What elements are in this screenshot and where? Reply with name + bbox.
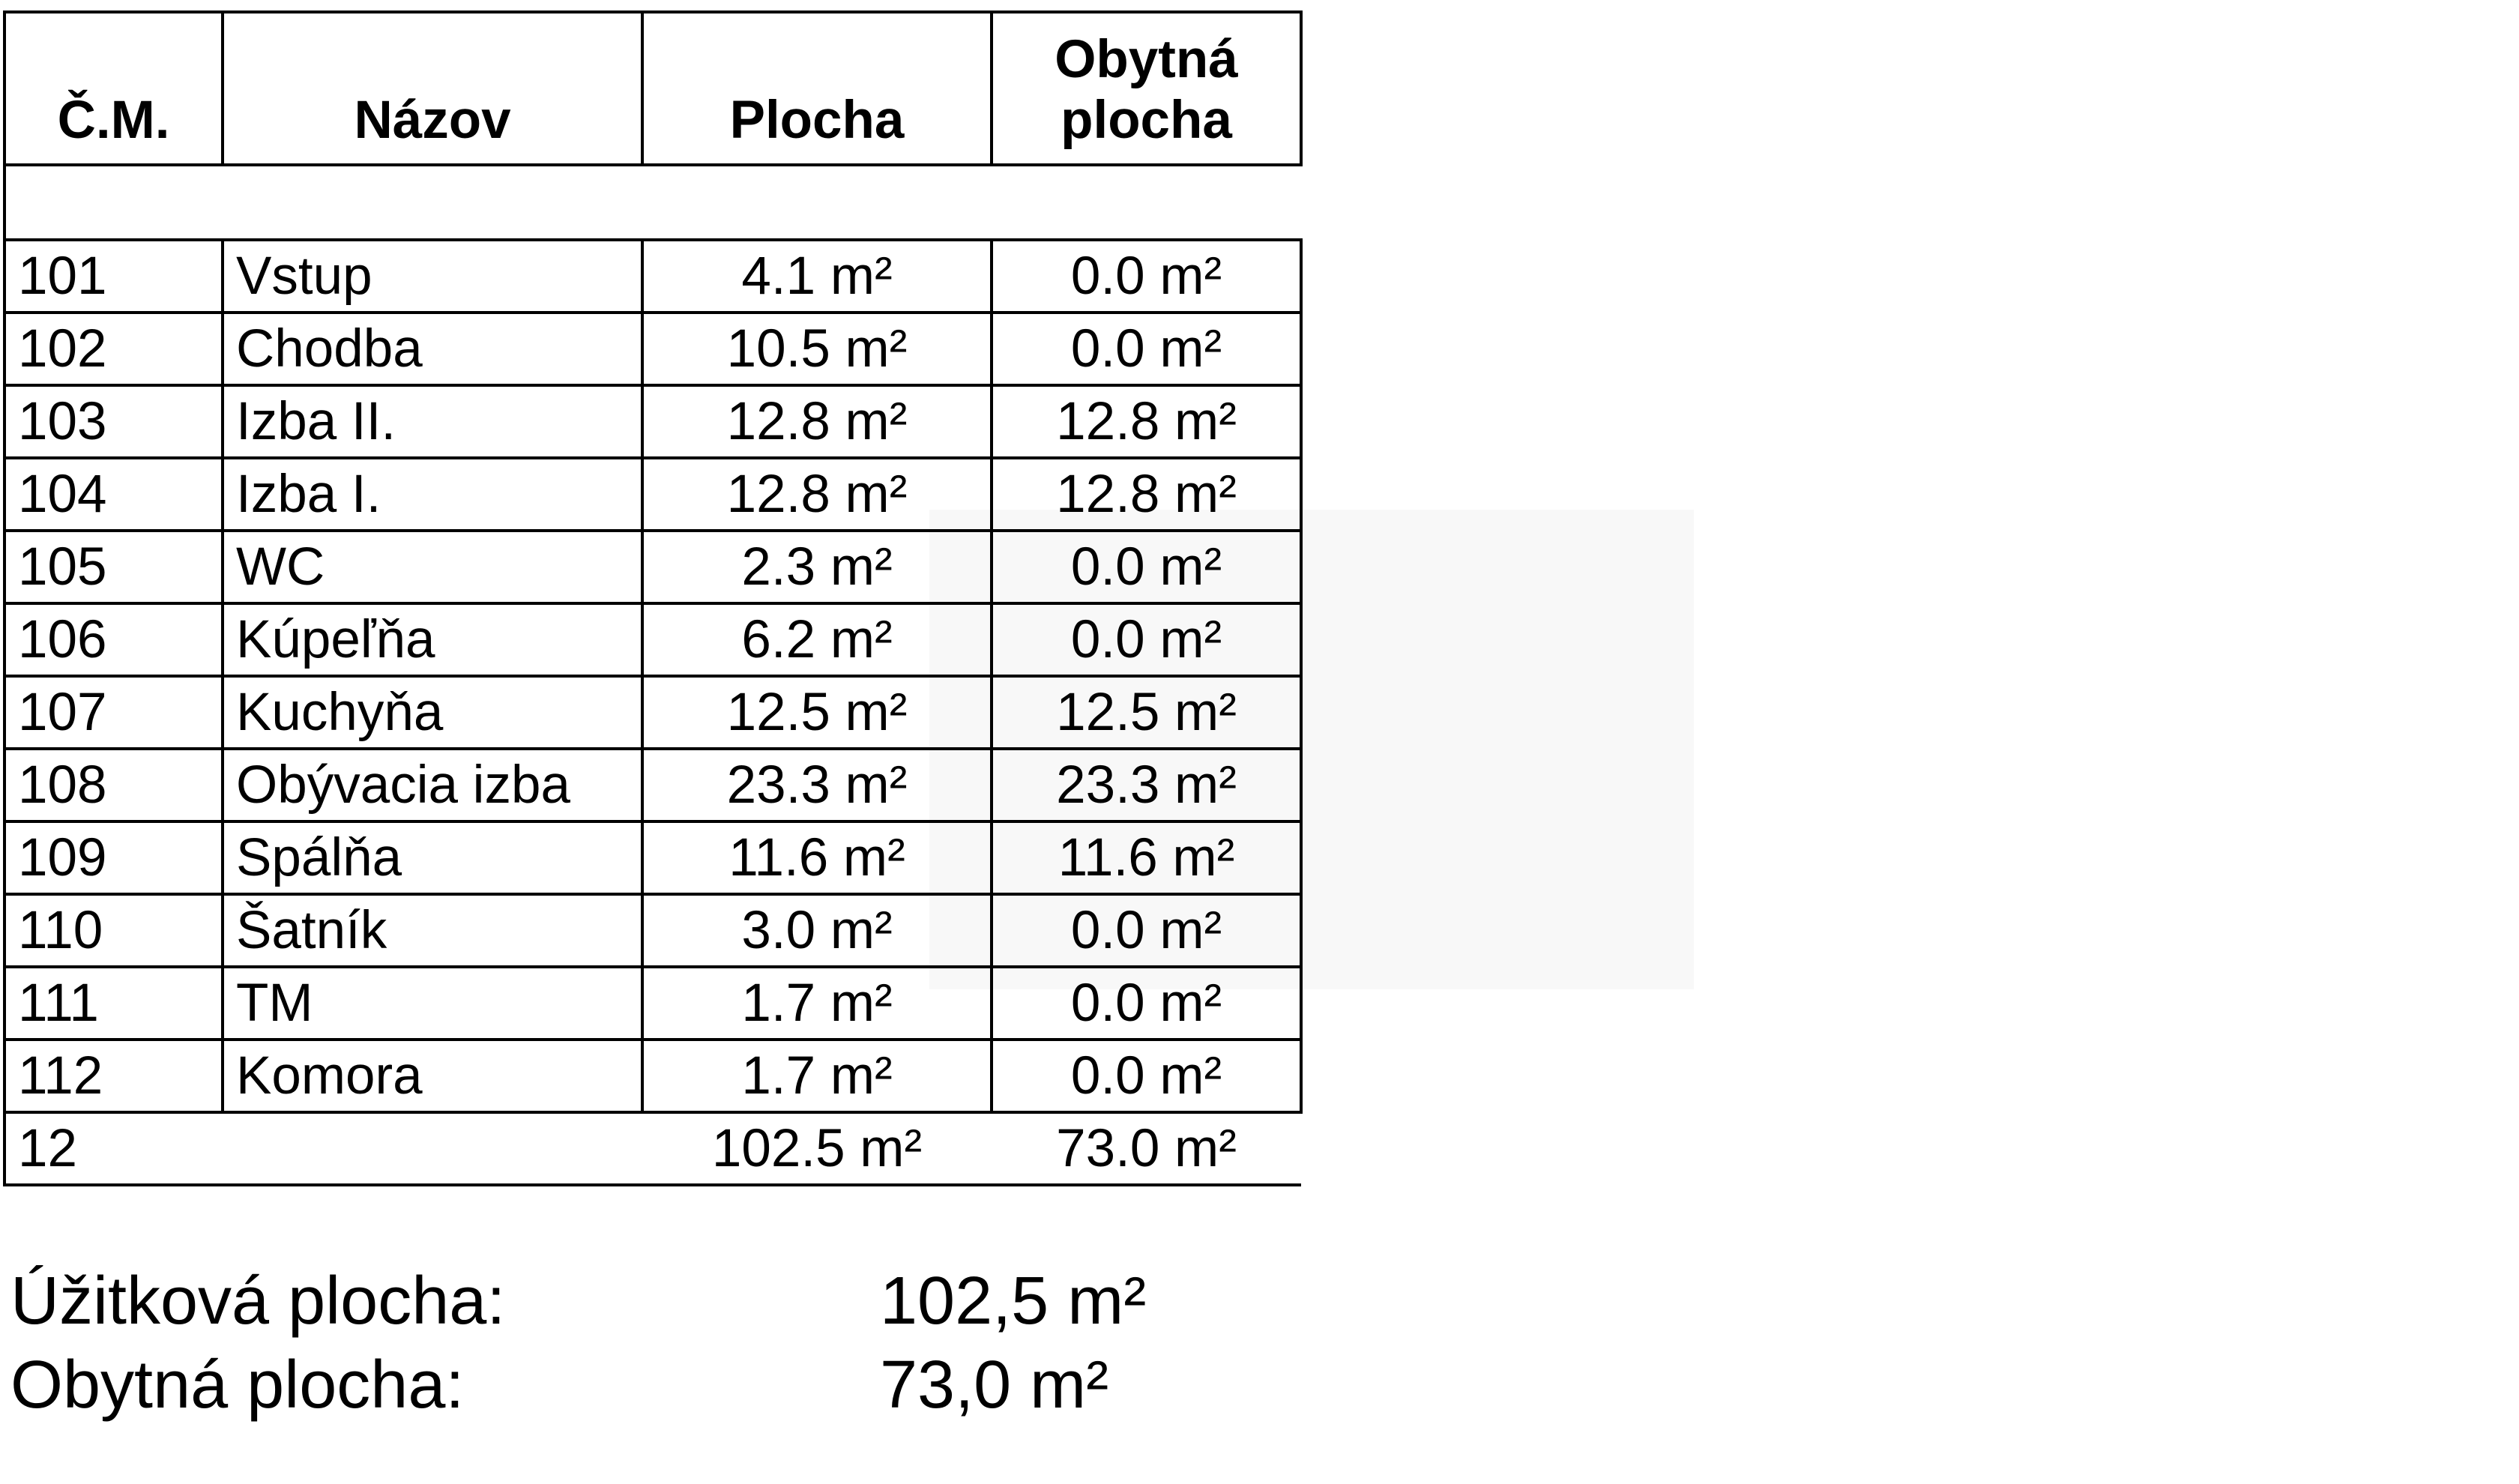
total-count: 12 xyxy=(4,1112,223,1185)
room-number: 108 xyxy=(4,749,223,821)
room-number: 102 xyxy=(4,313,223,385)
table-row xyxy=(4,240,1301,313)
room-name: Izba I. xyxy=(223,458,642,531)
room-area: 6.2 m² xyxy=(642,603,992,676)
total-area: 102.5 m² xyxy=(642,1112,992,1185)
total-name xyxy=(223,1112,642,1185)
room-living-area: 0.0 m² xyxy=(992,967,1301,1040)
table-row xyxy=(4,531,1301,603)
table-row xyxy=(4,967,1301,1040)
room-name: Kuchyňa xyxy=(223,676,642,749)
header-area: Plocha xyxy=(642,12,992,165)
room-name: Obývacia izba xyxy=(223,749,642,821)
room-number: 107 xyxy=(4,676,223,749)
room-area: 12.8 m² xyxy=(642,385,992,458)
room-area: 4.1 m² xyxy=(642,240,992,313)
room-area: 12.5 m² xyxy=(642,676,992,749)
table-row xyxy=(4,1040,1301,1112)
table-row xyxy=(4,749,1301,821)
room-living-area: 0.0 m² xyxy=(992,531,1301,603)
usable-area-row xyxy=(10,1259,1285,1343)
room-name: Vstup xyxy=(223,240,642,313)
room-number: 109 xyxy=(4,821,223,894)
table-row xyxy=(4,313,1301,385)
room-number: 105 xyxy=(4,531,223,603)
room-living-area: 12.8 m² xyxy=(992,458,1301,531)
room-name: Kúpeľňa xyxy=(223,603,642,676)
room-number: 101 xyxy=(4,240,223,313)
room-name: Spálňa xyxy=(223,821,642,894)
room-area: 11.6 m² xyxy=(642,821,992,894)
table-row xyxy=(4,385,1301,458)
area-summary xyxy=(10,1259,1285,1427)
room-living-area: 23.3 m² xyxy=(992,749,1301,821)
room-number: 103 xyxy=(4,385,223,458)
room-name: Komora xyxy=(223,1040,642,1112)
room-name: TM xyxy=(223,967,642,1040)
room-area: 2.3 m² xyxy=(642,531,992,603)
room-area: 10.5 m² xyxy=(642,313,992,385)
room-living-area: 12.8 m² xyxy=(992,385,1301,458)
usable-area-label: Úžitková plocha: xyxy=(10,1264,506,1339)
room-living-area: 11.6 m² xyxy=(992,821,1301,894)
room-area: 23.3 m² xyxy=(642,749,992,821)
room-living-area: 0.0 m² xyxy=(992,603,1301,676)
room-name: Izba II. xyxy=(223,385,642,458)
room-rows xyxy=(4,165,1301,1112)
room-area: 1.7 m² xyxy=(642,1040,992,1112)
table-row xyxy=(4,676,1301,749)
header-living-area: Obytná plocha xyxy=(992,12,1301,165)
room-living-area: 0.0 m² xyxy=(992,1040,1301,1112)
living-area-label: Obytná plocha: xyxy=(10,1348,465,1423)
table-row xyxy=(4,458,1301,531)
living-area-value: 73,0 m² xyxy=(880,1348,1109,1423)
room-number: 111 xyxy=(4,967,223,1040)
room-number: 106 xyxy=(4,603,223,676)
room-table xyxy=(3,10,1303,1186)
usable-area-value: 102,5 m² xyxy=(880,1264,1147,1339)
room-living-area: 0.0 m² xyxy=(992,313,1301,385)
total-row xyxy=(4,1112,1301,1185)
room-name: Šatník xyxy=(223,894,642,967)
room-name: WC xyxy=(223,531,642,603)
room-area: 3.0 m² xyxy=(642,894,992,967)
table-row xyxy=(4,821,1301,894)
room-schedule xyxy=(3,10,1300,1186)
room-number: 110 xyxy=(4,894,223,967)
room-living-area: 0.0 m² xyxy=(992,240,1301,313)
total-living-area: 73.0 m² xyxy=(992,1112,1301,1185)
room-living-area: 0.0 m² xyxy=(992,894,1301,967)
table-row xyxy=(4,894,1301,967)
room-number: 104 xyxy=(4,458,223,531)
room-area: 12.8 m² xyxy=(642,458,992,531)
table-row xyxy=(4,603,1301,676)
room-name: Chodba xyxy=(223,313,642,385)
header-name: Názov xyxy=(223,12,642,165)
room-living-area: 12.5 m² xyxy=(992,676,1301,749)
room-number: 112 xyxy=(4,1040,223,1112)
room-area: 1.7 m² xyxy=(642,967,992,1040)
header-number: Č.M. xyxy=(4,12,223,165)
spacer-row xyxy=(4,165,1301,240)
living-area-row xyxy=(10,1343,1285,1427)
header-row xyxy=(4,12,1301,165)
